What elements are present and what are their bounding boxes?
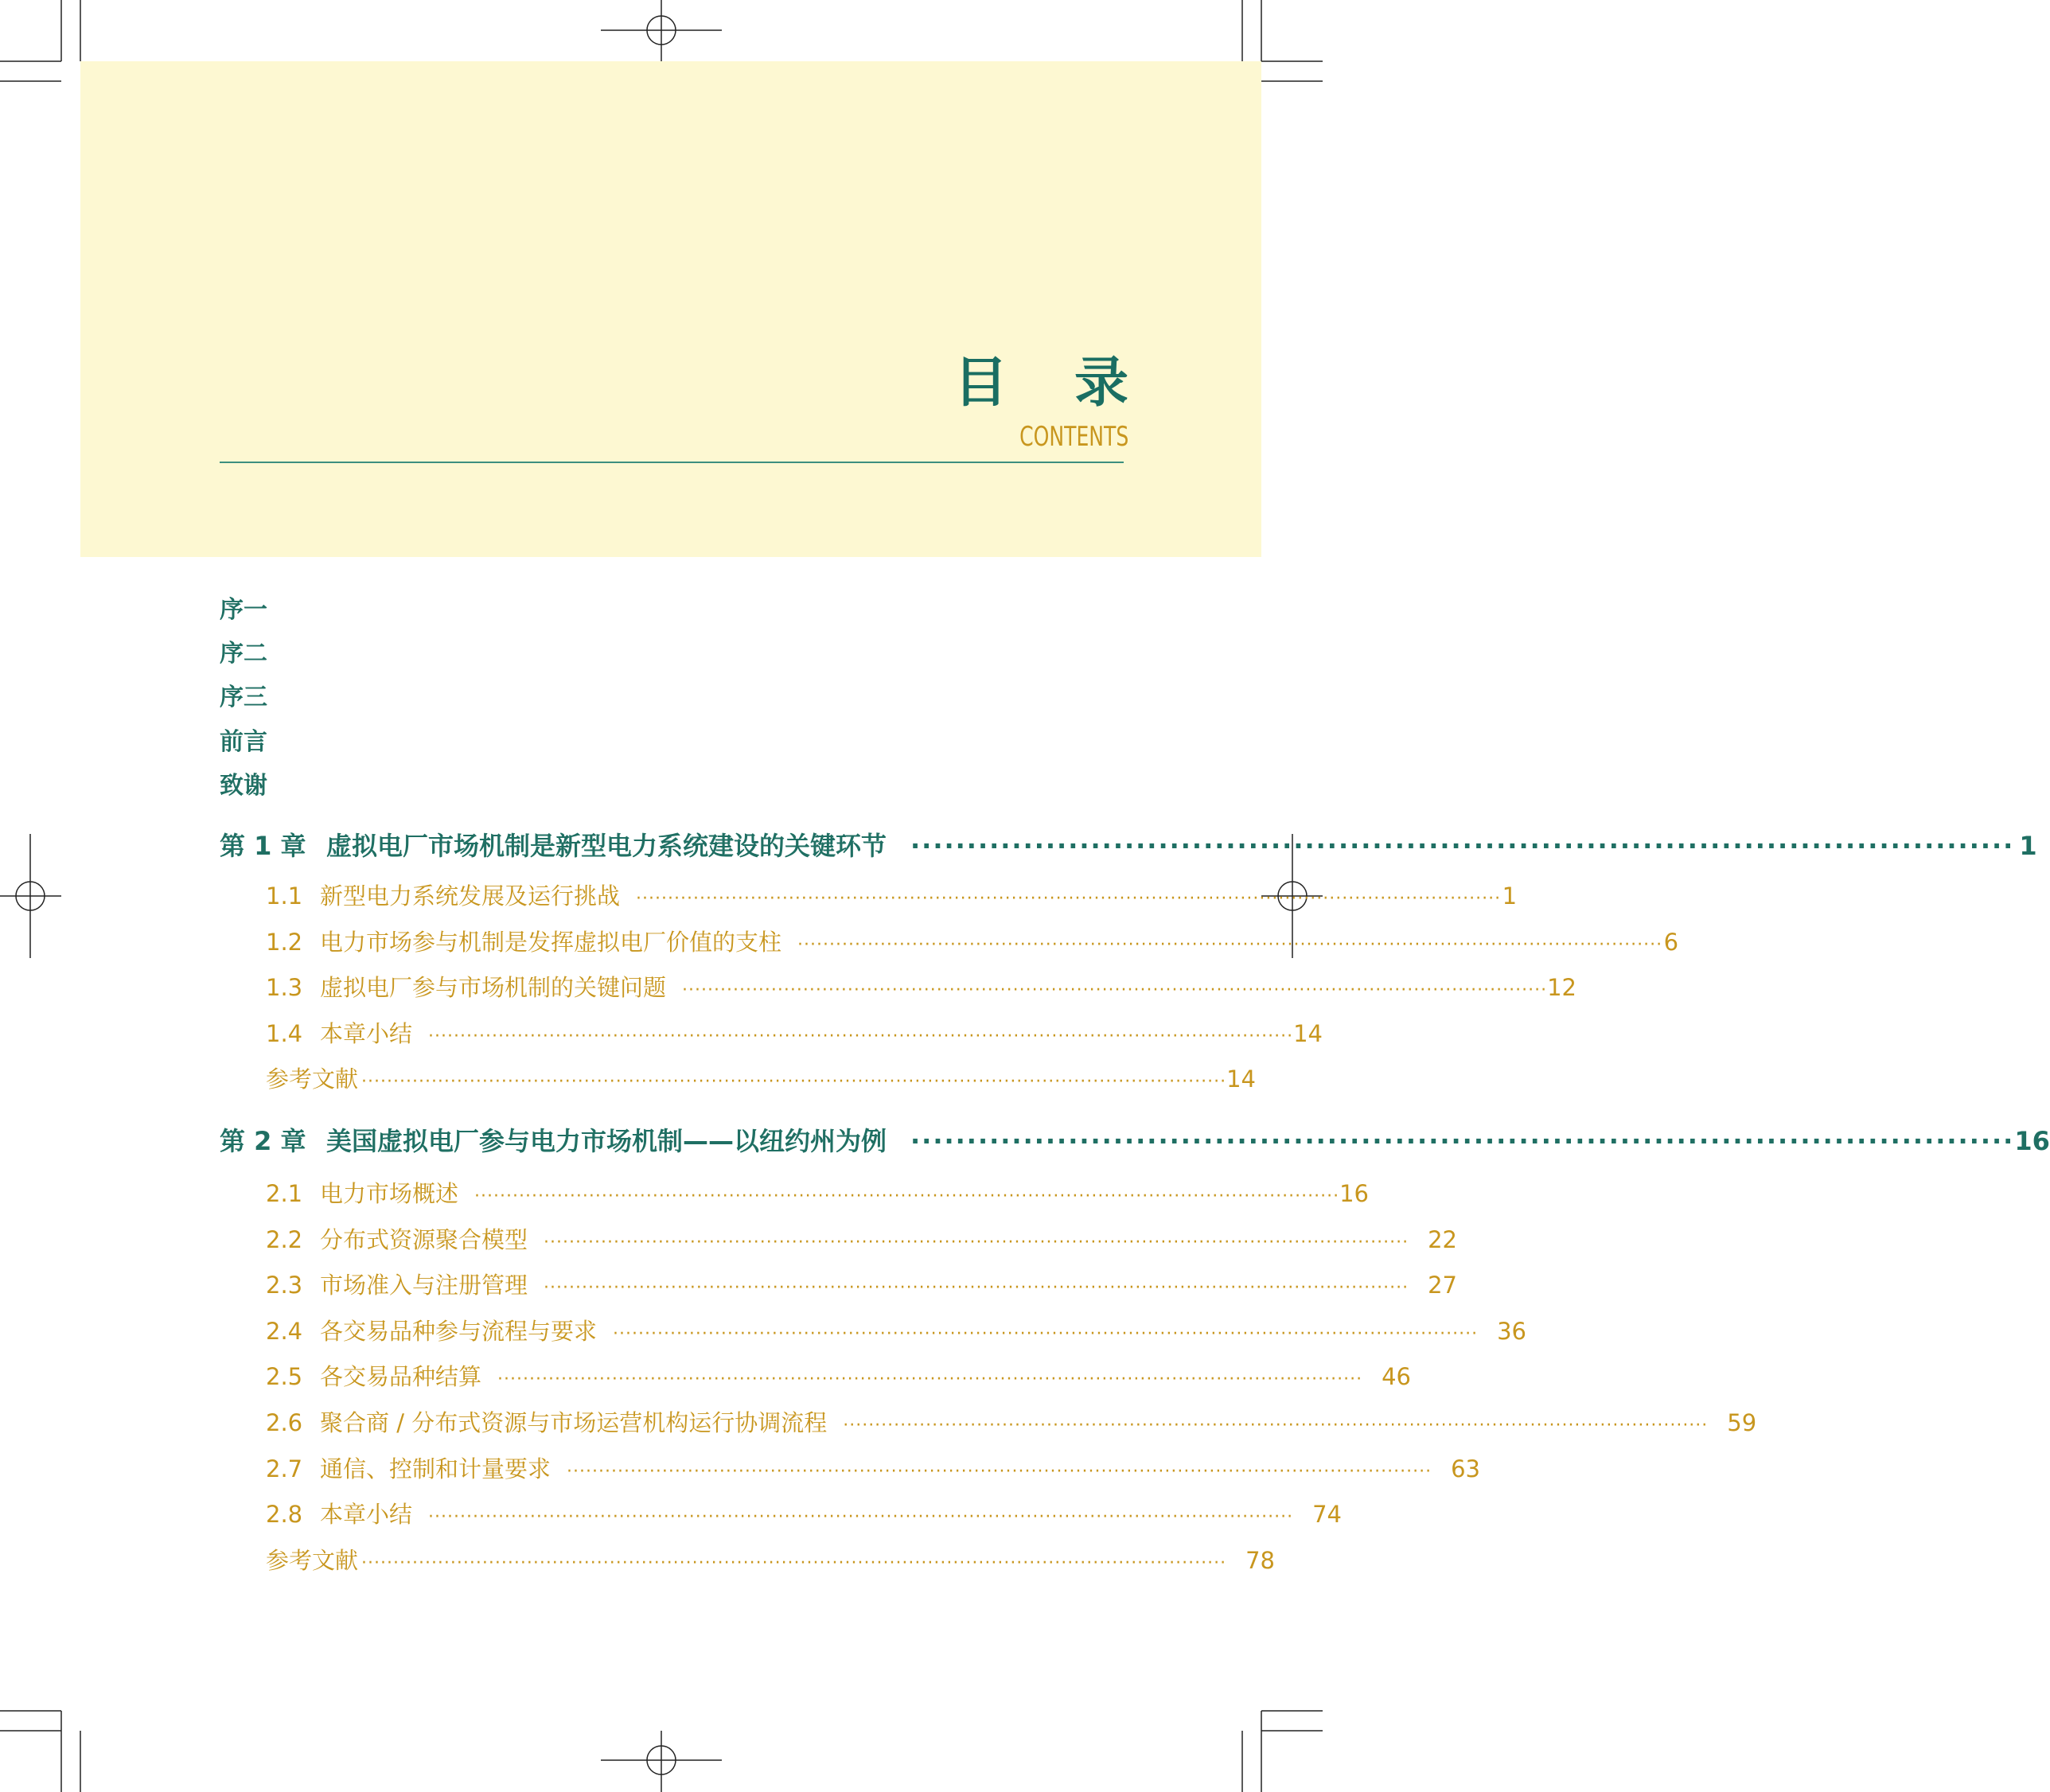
toc-chapter[interactable] — [220, 826, 2037, 863]
dot-leader: ········································································································································ — [474, 1186, 1340, 1206]
dot-leader: ········································································································································ — [544, 1278, 1409, 1298]
dot-leader: ·································································································· — [910, 1126, 2015, 1156]
section-page: 1 — [1502, 882, 1518, 910]
chapter-number: 第 2 章 — [220, 1126, 306, 1156]
toc-section[interactable] — [266, 1451, 1480, 1484]
section-page: 27 — [1428, 1272, 1457, 1299]
dot-leader: ········································································································································ — [428, 1507, 1294, 1527]
toc-section[interactable] — [266, 1497, 1342, 1529]
section-title: 本章小结 — [320, 1020, 413, 1047]
section-page: 74 — [1312, 1501, 1342, 1528]
section-number: 2.3 — [266, 1272, 303, 1299]
section-page: 78 — [1245, 1547, 1275, 1574]
dot-leader: ········································································································································ — [682, 980, 1548, 1000]
page-subtitle: CONTENTS — [1019, 421, 1128, 453]
toc-front-label: 序二 — [220, 640, 267, 668]
section-number: 2.7 — [266, 1455, 303, 1482]
toc-front-label: 序一 — [220, 596, 267, 624]
title-divider — [220, 462, 1124, 463]
dot-leader: ········································································································································ — [797, 935, 1663, 955]
chapter-title: 美国虚拟电厂参与电力市场机制——以纽约州为例 — [326, 1126, 887, 1156]
page-title: 目 录 — [953, 352, 1152, 415]
header-panel — [80, 61, 1261, 557]
section-page: 12 — [1547, 974, 1576, 1001]
toc-section[interactable] — [266, 970, 1576, 1003]
toc-front-item[interactable] — [220, 686, 267, 710]
dot-leader: ········································································································································ — [428, 1027, 1294, 1046]
dot-leader: ········································································································································ — [361, 1553, 1227, 1573]
section-page: 14 — [1226, 1065, 1256, 1093]
section-title: 本章小结 — [320, 1501, 413, 1528]
toc-section[interactable] — [266, 1314, 1526, 1346]
section-number: 1.4 — [266, 1020, 303, 1047]
section-number: 1.3 — [266, 974, 303, 1001]
section-title: 新型电力系统发展及运行挑战 — [320, 882, 621, 910]
toc-section[interactable] — [266, 1359, 1411, 1392]
section-page: 6 — [1663, 929, 1679, 956]
toc-section[interactable] — [266, 1268, 1457, 1300]
dot-leader: ········································································································································ — [843, 1416, 1709, 1436]
toc-section[interactable] — [266, 1405, 1757, 1438]
toc-section[interactable] — [266, 1016, 1323, 1049]
section-number: 2.8 — [266, 1501, 303, 1528]
toc-section[interactable] — [266, 1176, 1369, 1209]
toc-front-item[interactable] — [220, 642, 267, 666]
section-number: 2.4 — [266, 1318, 303, 1345]
section-page: 14 — [1293, 1020, 1323, 1047]
section-number: 2.1 — [266, 1180, 303, 1207]
section-title: 聚合商 / 分布式资源与市场运营机构运行协调流程 — [320, 1409, 828, 1436]
toc-front-label: 前言 — [220, 728, 267, 756]
section-page: 63 — [1451, 1455, 1480, 1482]
section-title: 虚拟电厂参与市场机制的关键问题 — [320, 974, 667, 1001]
section-page: 22 — [1428, 1226, 1457, 1253]
chapter-page: 16 — [2014, 1126, 2050, 1156]
section-title: 通信、控制和计量要求 — [320, 1455, 551, 1482]
toc-section[interactable] — [266, 1062, 1256, 1094]
chapter-title: 虚拟电厂市场机制是新型电力系统建设的关键环节 — [326, 831, 887, 861]
dot-leader: ········································································································································ — [544, 1233, 1409, 1252]
dot-leader: ········································································································································ — [567, 1462, 1432, 1482]
chapter-number: 第 1 章 — [220, 831, 306, 861]
toc-section[interactable] — [266, 1543, 1275, 1576]
section-title: 参考文献 — [266, 1065, 359, 1093]
section-number: 2.6 — [266, 1409, 303, 1436]
section-title: 市场准入与注册管理 — [320, 1272, 528, 1299]
section-page: 36 — [1497, 1318, 1526, 1345]
section-page: 46 — [1382, 1363, 1411, 1390]
toc-section[interactable] — [266, 878, 1518, 911]
dot-leader: ········································································································································ — [361, 1072, 1227, 1092]
dot-leader: ········································································································································ — [497, 1369, 1363, 1389]
section-number: 2.2 — [266, 1226, 303, 1253]
section-title: 各交易品种结算 — [320, 1363, 482, 1390]
toc-front-item[interactable] — [220, 598, 267, 622]
section-title: 电力市场概述 — [320, 1180, 459, 1207]
section-number: 1.1 — [266, 882, 303, 910]
toc-section[interactable] — [266, 925, 1679, 957]
section-title: 分布式资源聚合模型 — [320, 1226, 528, 1253]
toc-front-label: 序三 — [220, 684, 267, 711]
dot-leader: ········································································································································ — [613, 1324, 1479, 1344]
toc-front-item[interactable] — [220, 774, 267, 798]
toc-section[interactable] — [266, 1222, 1457, 1255]
toc-chapter[interactable] — [220, 1121, 2050, 1158]
chapter-page: 1 — [2019, 831, 2037, 861]
toc-front-label: 致谢 — [220, 772, 267, 800]
dot-leader: ········································································································································ — [636, 889, 1502, 909]
section-page: 16 — [1339, 1180, 1369, 1207]
section-title: 参考文献 — [266, 1547, 359, 1574]
section-title: 各交易品种参与流程与要求 — [320, 1318, 598, 1345]
section-title: 电力市场参与机制是发挥虚拟电厂价值的支柱 — [320, 929, 782, 956]
section-page: 59 — [1727, 1409, 1757, 1436]
dot-leader: ·································································································· — [910, 831, 2015, 861]
toc-front-item[interactable] — [220, 730, 267, 754]
section-number: 2.5 — [266, 1363, 303, 1390]
section-number: 1.2 — [266, 929, 303, 956]
